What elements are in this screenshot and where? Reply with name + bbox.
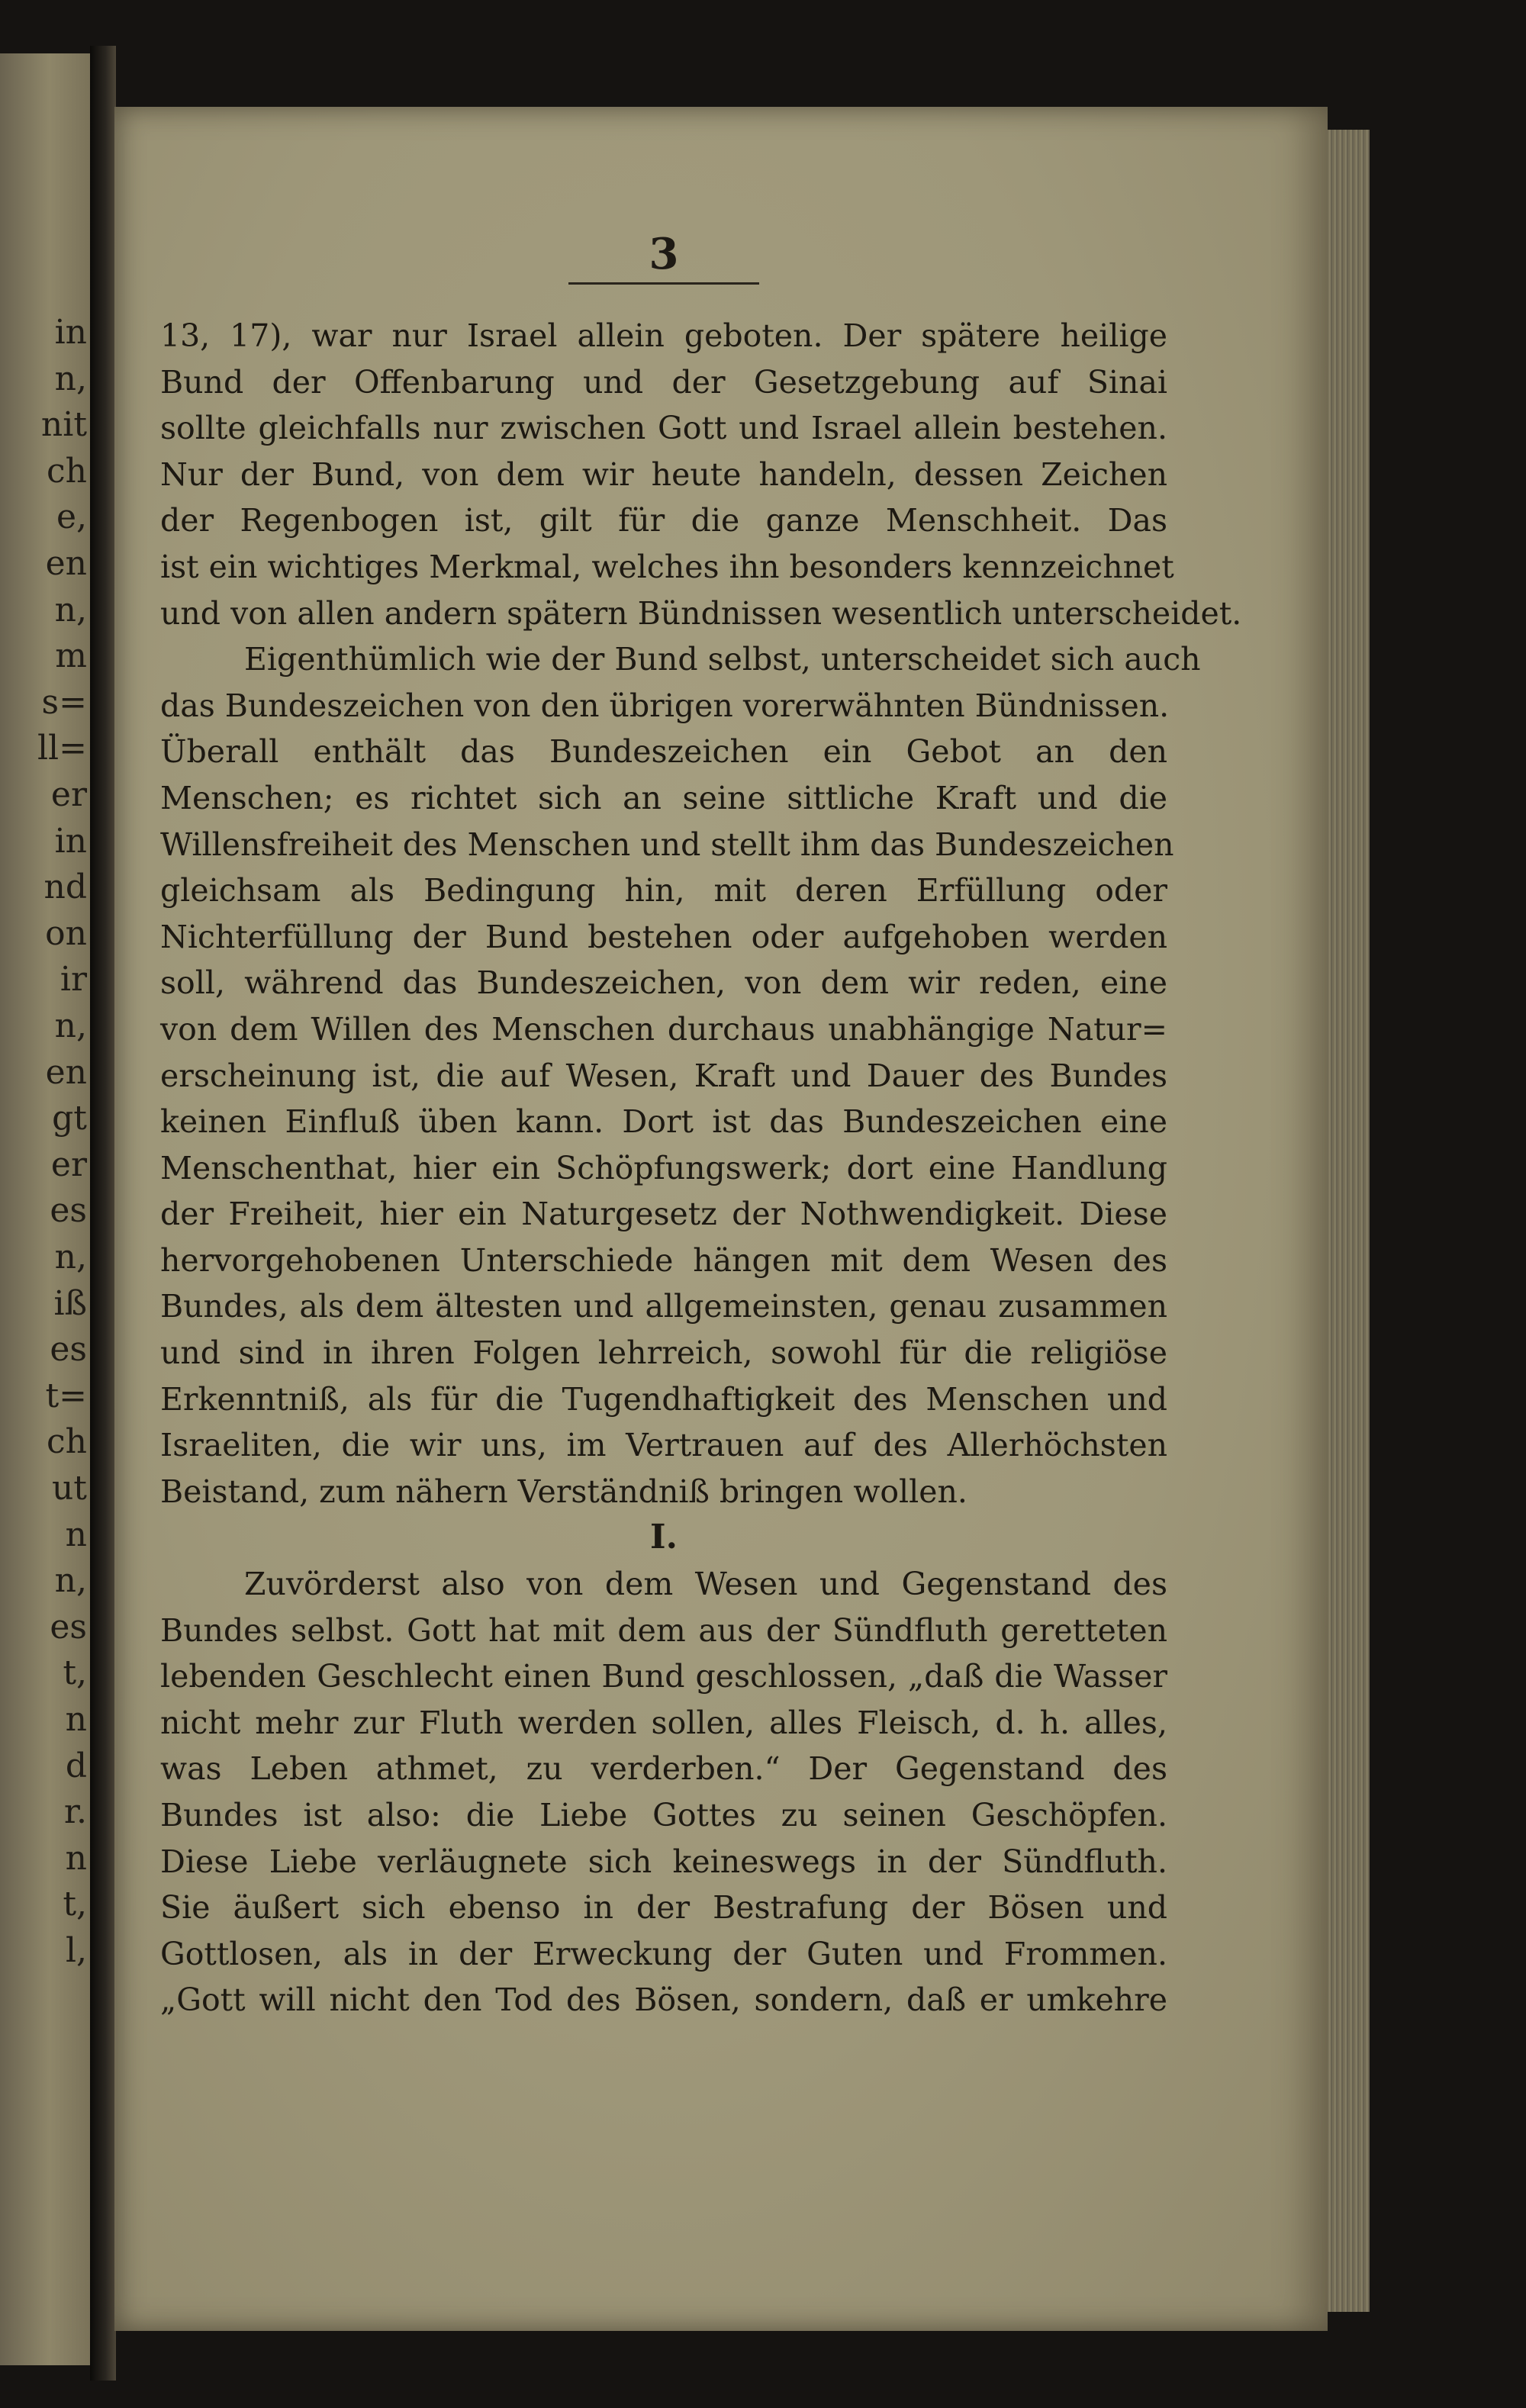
- book-gutter: [90, 46, 116, 2381]
- text-line: Bundes ist also: die Liebe Gottes zu seinen Geschöpfen.: [160, 1797, 1167, 1833]
- paragraph-1: [160, 313, 1242, 636]
- left-page-word-fragment: es: [50, 1607, 87, 1647]
- text-line: ist ein wichtiges Merkmal, welches ihn besonders kennzeichnet: [160, 548, 1174, 585]
- left-page-word-fragment: n,: [54, 1006, 87, 1045]
- left-page-word-fragment: on: [45, 913, 87, 953]
- text-line: gleichsam als Bedingung hin, mit deren Erfüllung oder: [160, 872, 1167, 909]
- left-page-word-fragment: en: [45, 544, 87, 583]
- left-page-word-fragment: en: [45, 1052, 87, 1092]
- text-line: Nur der Bund, von dem wir heute handeln, dessen Zeichen: [160, 456, 1167, 493]
- text-line: Gottlosen, als in der Erweckung der Guten und Frommen.: [160, 1935, 1167, 1972]
- text-line: nicht mehr zur Fluth werden sollen, alles Fleisch, d. h. alles,: [160, 1704, 1167, 1741]
- text-line: Beistand, zum nähern Verständniß bringen wollen.: [160, 1473, 967, 1510]
- text-line: Eigenthümlich wie der Bund selbst, unterscheidet sich auch: [244, 641, 1201, 678]
- page-edge: [1328, 130, 1370, 2312]
- text-line: Überall enthält das Bundeszeichen ein Gebot an den: [160, 733, 1167, 771]
- left-page-word-fragment: in: [54, 313, 87, 352]
- text-line: der Freiheit, hier ein Naturgesetz der Nothwendigkeit. Diese: [160, 1196, 1167, 1233]
- text-line: Bundes, als dem ältesten und allgemeinsten, genau zusammen: [160, 1288, 1167, 1325]
- page-number: 3: [649, 229, 679, 279]
- text-line: von dem Willen des Menschen durchaus unabhängige Natur=: [160, 1010, 1167, 1048]
- text-line: und sind in ihren Folgen lehrreich, sowohl für die religiöse: [160, 1334, 1167, 1372]
- body-text: [160, 313, 1242, 2023]
- left-page-word-fragment: nd: [43, 868, 87, 907]
- left-page-word-fragment: nit: [40, 405, 87, 445]
- left-page-word-fragment: gt: [52, 1099, 87, 1138]
- text-line: Nichterfüllung der Bund bestehen oder aufgehoben werden: [160, 918, 1167, 955]
- text-line: Zuvörderst also von dem Wesen und Gegenstand des: [244, 1566, 1167, 1603]
- text-line: 13, 17), war nur Israel allein geboten. Der spätere heilige: [160, 317, 1167, 354]
- left-page-word-fragment: ch: [47, 451, 87, 491]
- left-page-word-fragment: t,: [63, 1885, 87, 1924]
- left-page-word-fragment: n,: [54, 359, 87, 398]
- text-line: Erkenntniß, als für die Tugendhaftigkeit des Menschen und: [160, 1380, 1167, 1418]
- left-page-word-fragment: m: [55, 636, 87, 676]
- left-page-word-fragment: es: [50, 1191, 87, 1231]
- text-line: Willensfreiheit des Menschen und stellt ihm das Bundeszeichen: [160, 826, 1174, 863]
- left-page-word-fragment: s=: [41, 682, 87, 722]
- text-line: Menschenthat, hier ein Schöpfungswerk; dort eine Handlung: [160, 1149, 1167, 1186]
- section-heading: I.: [650, 1518, 678, 1557]
- header-rule: [568, 282, 759, 285]
- text-line: erscheinung ist, die auf Wesen, Kraft und Dauer des Bundes: [160, 1057, 1167, 1094]
- text-line: Diese Liebe verläugnete sich keineswegs in der Sündfluth.: [160, 1843, 1167, 1880]
- text-line: Menschen; es richtet sich an seine sittliche Kraft und die: [160, 779, 1167, 816]
- left-page-word-fragment: n,: [54, 1238, 87, 1276]
- text-line: das Bundeszeichen von den übrigen vorerwähnten Bündnissen.: [160, 687, 1170, 724]
- text-line: keinen Einfluß üben kann. Dort ist das Bundeszeichen eine: [160, 1103, 1167, 1141]
- left-page-word-fragment: r.: [63, 1792, 87, 1832]
- left-page-word-fragment: es: [50, 1330, 87, 1370]
- left-page-word-fragment: d: [65, 1746, 87, 1785]
- text-line: soll, während das Bundeszeichen, von dem wir reden, eine: [160, 964, 1167, 1002]
- left-page-word-fragment: l,: [65, 1931, 87, 1970]
- left-page-word-fragment: t=: [45, 1376, 87, 1415]
- left-page-word-fragment: e,: [56, 497, 87, 537]
- text-line: was Leben athmet, zu verderben.“ Der Gegenstand des: [160, 1750, 1167, 1788]
- left-page-word-fragment: er: [50, 775, 87, 814]
- text-line: Bundes selbst. Gott hat mit dem aus der Sündfluth geretteten: [160, 1611, 1167, 1649]
- left-page-word-fragment: ir: [60, 960, 87, 1000]
- left-page-word-fragment: ch: [47, 1422, 87, 1462]
- left-page-word-fragment: er: [50, 1144, 87, 1184]
- text-line: der Regenbogen ist, gilt für die ganze Menschheit. Das: [160, 502, 1167, 539]
- text-line: Israeliten, die wir uns, im Vertrauen auf des Allerhöchsten: [160, 1427, 1167, 1464]
- left-page-word-fragment: ut: [51, 1469, 87, 1508]
- left-page-word-fragment: n: [65, 1700, 87, 1739]
- text-line: und von allen andern spätern Bündnissen wesentlich unterscheidet.: [160, 594, 1242, 632]
- left-page-word-fragment: n: [65, 1515, 87, 1554]
- left-page-word-fragment: n: [65, 1838, 87, 1878]
- paragraph-2: [160, 636, 1201, 1515]
- left-page-word-fragment: in: [54, 821, 87, 861]
- left-page-word-fragment: iß: [53, 1283, 87, 1323]
- left-page-word-fragment: n,: [54, 1561, 87, 1601]
- text-line: „Gott will nicht den Tod des Bösen, sondern, daß er umkehre: [160, 1981, 1167, 2019]
- left-page-word-fragment: t,: [63, 1653, 87, 1693]
- left-page-fragment: [0, 53, 90, 2365]
- paragraph-3: [160, 1561, 1167, 2023]
- text-line: Bund der Offenbarung und der Gesetzgebung auf Sinai: [160, 363, 1167, 401]
- left-page-word-fragment: n,: [54, 590, 87, 629]
- text-line: sollte gleichfalls nur zwischen Gott und Israel allein bestehen.: [160, 410, 1167, 447]
- left-page-word-fragment: ll=: [37, 729, 87, 768]
- text-line: hervorgehobenen Unterschiede hängen mit dem Wesen des: [160, 1241, 1167, 1279]
- text-line: lebenden Geschlecht einen Bund geschlossen, „daß die Wasser: [160, 1658, 1167, 1695]
- text-line: Sie äußert sich ebenso in der Bestrafung der Bösen und: [160, 1889, 1167, 1927]
